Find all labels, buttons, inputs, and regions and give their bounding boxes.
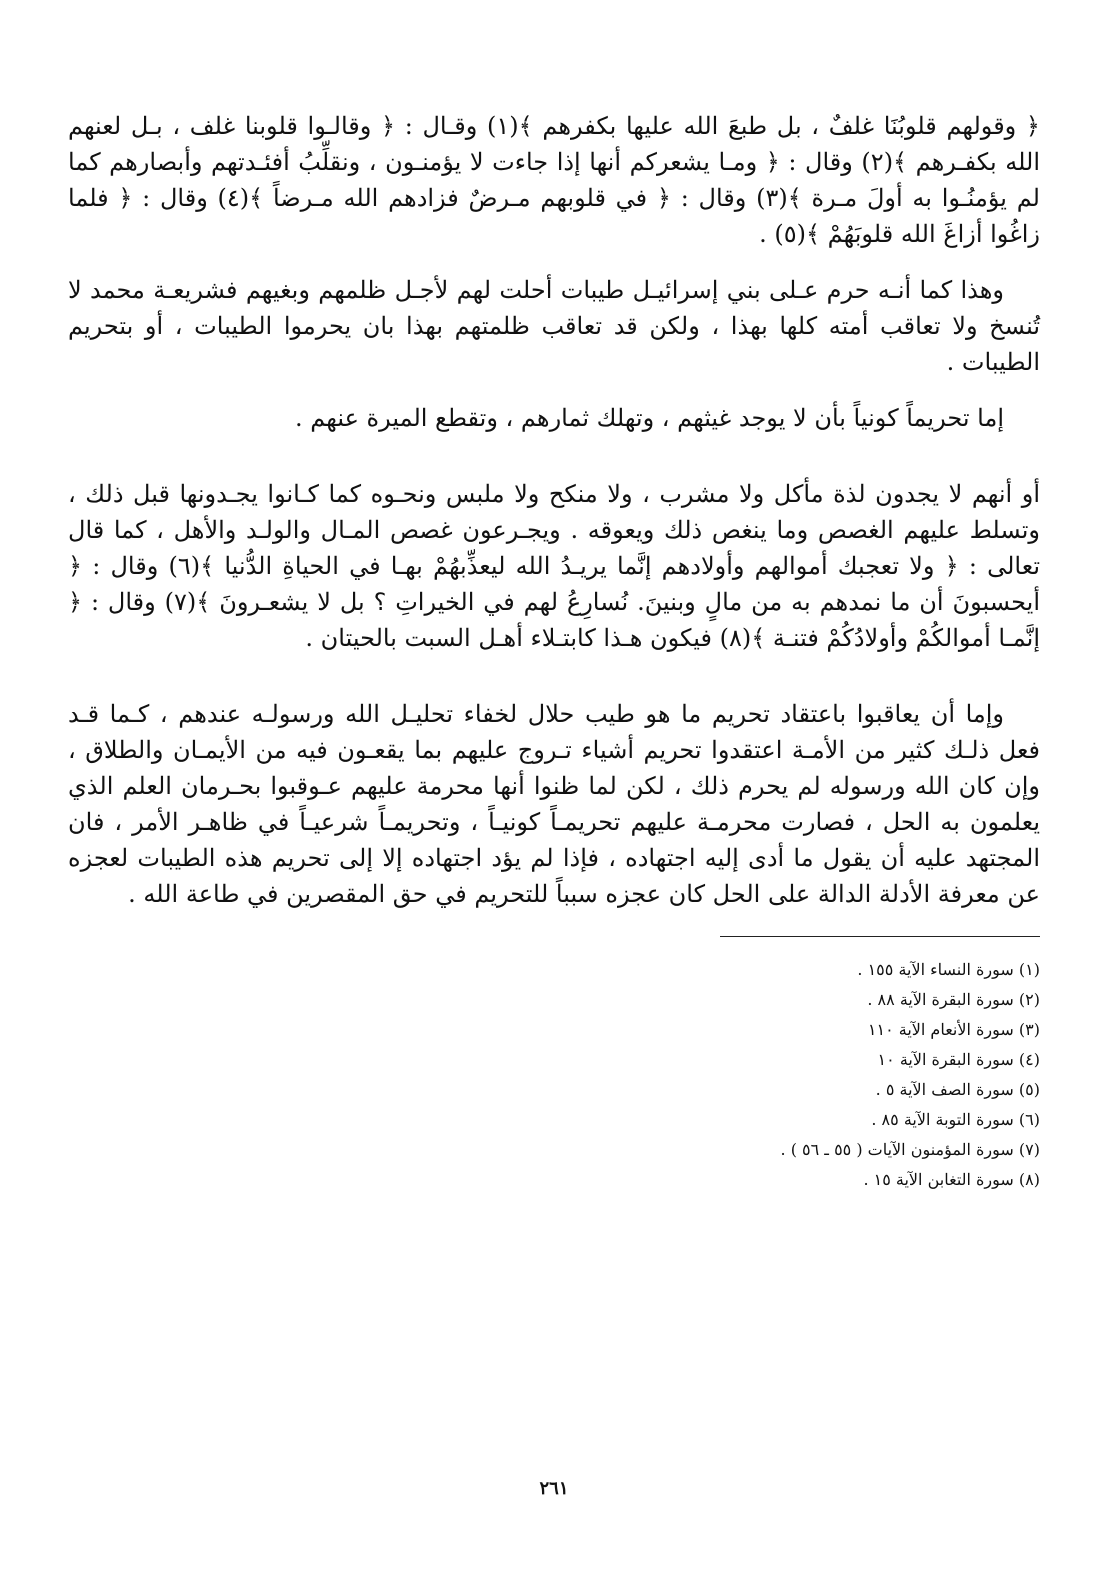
footnotes-list [68, 955, 1040, 1195]
footnote-item: (٦) سورة التوبة الآية ٨٥ . [871, 1110, 1040, 1129]
paragraph-bani-israel: وهذا كما أنـه حرم عـلى بني إسرائيـل طيبات أحلت لهم لأجـل ظلمهم وبغيهم فشريعـة محمد لا تُنسخ ولا تعاقب أمته كلها بهذا ، ولكن قد تعاقب ظلمتهم بهذا بان يحرموا الطيبات ، أو بتحريم الطيبات . [68, 276, 1040, 376]
paragraph-cosmic-prohibition: إما تحريماً كونياً بأن لا يوجد غيثهم ، وتهلك ثمارهم ، وتقطع الميرة عنهم . [295, 404, 1004, 432]
footnote-item: (٨) سورة التغابن الآية ١٥ . [863, 1170, 1040, 1189]
footnote-item: (٢) سورة البقرة الآية ٨٨ . [867, 990, 1040, 1009]
footnote-item: (٧) سورة المؤمنون الآيات ( ٥٥ ـ ٥٦ ) . [780, 1140, 1040, 1159]
footnote-item: (٣) سورة الأنعام الآية ١١٠ [867, 1020, 1040, 1039]
footnote-item: (٤) سورة البقرة الآية ١٠ [877, 1050, 1040, 1069]
paragraph-belief-prohibition: وإما أن يعاقبوا باعتقاد تحريم ما هو طيب حلال لخفاء تحليـل الله ورسولـه عندهم ، كـما قـد فعل ذلـك كثير من الأمـة اعتقدوا تحريم أشياء تـروج عليهم بما يقعـون فيه من الأيمـان والطلاق ، وإن كان الله ورسوله لم يحرم ذلك ، لكن لما ظنوا أنها محرمة عليهم عـوقبوا بحـرمان العلم الذي يعلمون به الحل ، فصارت محرمـة عليهم تحريمـاً كونيـاً ، وتحريمـاً شرعيـاً في ظاهـر الأمر ، فان المجتهد عليه أن يقول ما أدى إليه اجتهاده ، فإذا لم يؤد اجتهاده إلا إلى تحريم هذه الطيبات لعجزه عن معرفة الأدلة الدالة على الحل كان عجزه سبباً للتحريم في حق المقصرين في طاعة الله . [68, 700, 1041, 908]
footnote-item: (١) سورة النساء الآية ١٥٥ . [857, 960, 1040, 979]
paragraph-no-pleasure: أو أنهم لا يجدون لذة مأكل ولا مشرب ، ولا منكح ولا ملبس ونحـوه كما كـانوا يجـدونها قبل ذلك ، وتسلط عليهم الغصص وما ينغص ذلك ويعوقه . ويجـرعون غصص المـال والولـد والأهل ، كما قال تعالى : ﴿ ولا تعجبك أموالهم وأولادهم إنَّما يريـدُ الله ليعذِّبهُمْ بهـا في الحياةِ الدُّنيا ﴾(٦) وقال : ﴿ أيحسبونَ أن ما نمدهم به من مالٍ وبنينَ. نُسارِعُ لهم في الخيراتِ ؟ بل لا يشعـرونَ ﴾(٧) وقال : ﴿ إنَّمـا أموالكُمْ وأولادُكُمْ فتنـة ﴾(٨) فيكون هـذا كابتـلاء أهـل السبت بالحيتان . [68, 480, 1041, 652]
document-page [68, 108, 1040, 1548]
paragraph-quranic-verses: ﴿ وقولهم قلوبُنَا غلفٌ ، بل طبعَ الله عليها بكفرهم ﴾(١) وقـال : ﴿ وقالـوا قلوبنا غلف ، بـل لعنهم الله بكفـرهم ﴾(٢) وقال : ﴿ ومـا يشعركم أنها إذا جاءت لا يؤمنـون ، ونقلِّبُ أفئـدتهم وأبصارهم كما لم يؤمنُـوا به أولَ مـرة ﴾(٣) وقال : ﴿ في قلوبهم مـرضٌ فزادهم الله مـرضاً ﴾(٤) وقال : ﴿ فلما زاغُوا أزاغَ الله قلوبَهُمْ ﴾(٥) . [68, 112, 1041, 248]
footnote-divider [720, 936, 1040, 937]
paragraph-gap [68, 676, 1040, 696]
footnote-item: (٥) سورة الصف الآية ٥ . [875, 1080, 1040, 1099]
page-number: ٢٦١ [539, 1478, 569, 1499]
paragraph-gap [68, 456, 1040, 476]
